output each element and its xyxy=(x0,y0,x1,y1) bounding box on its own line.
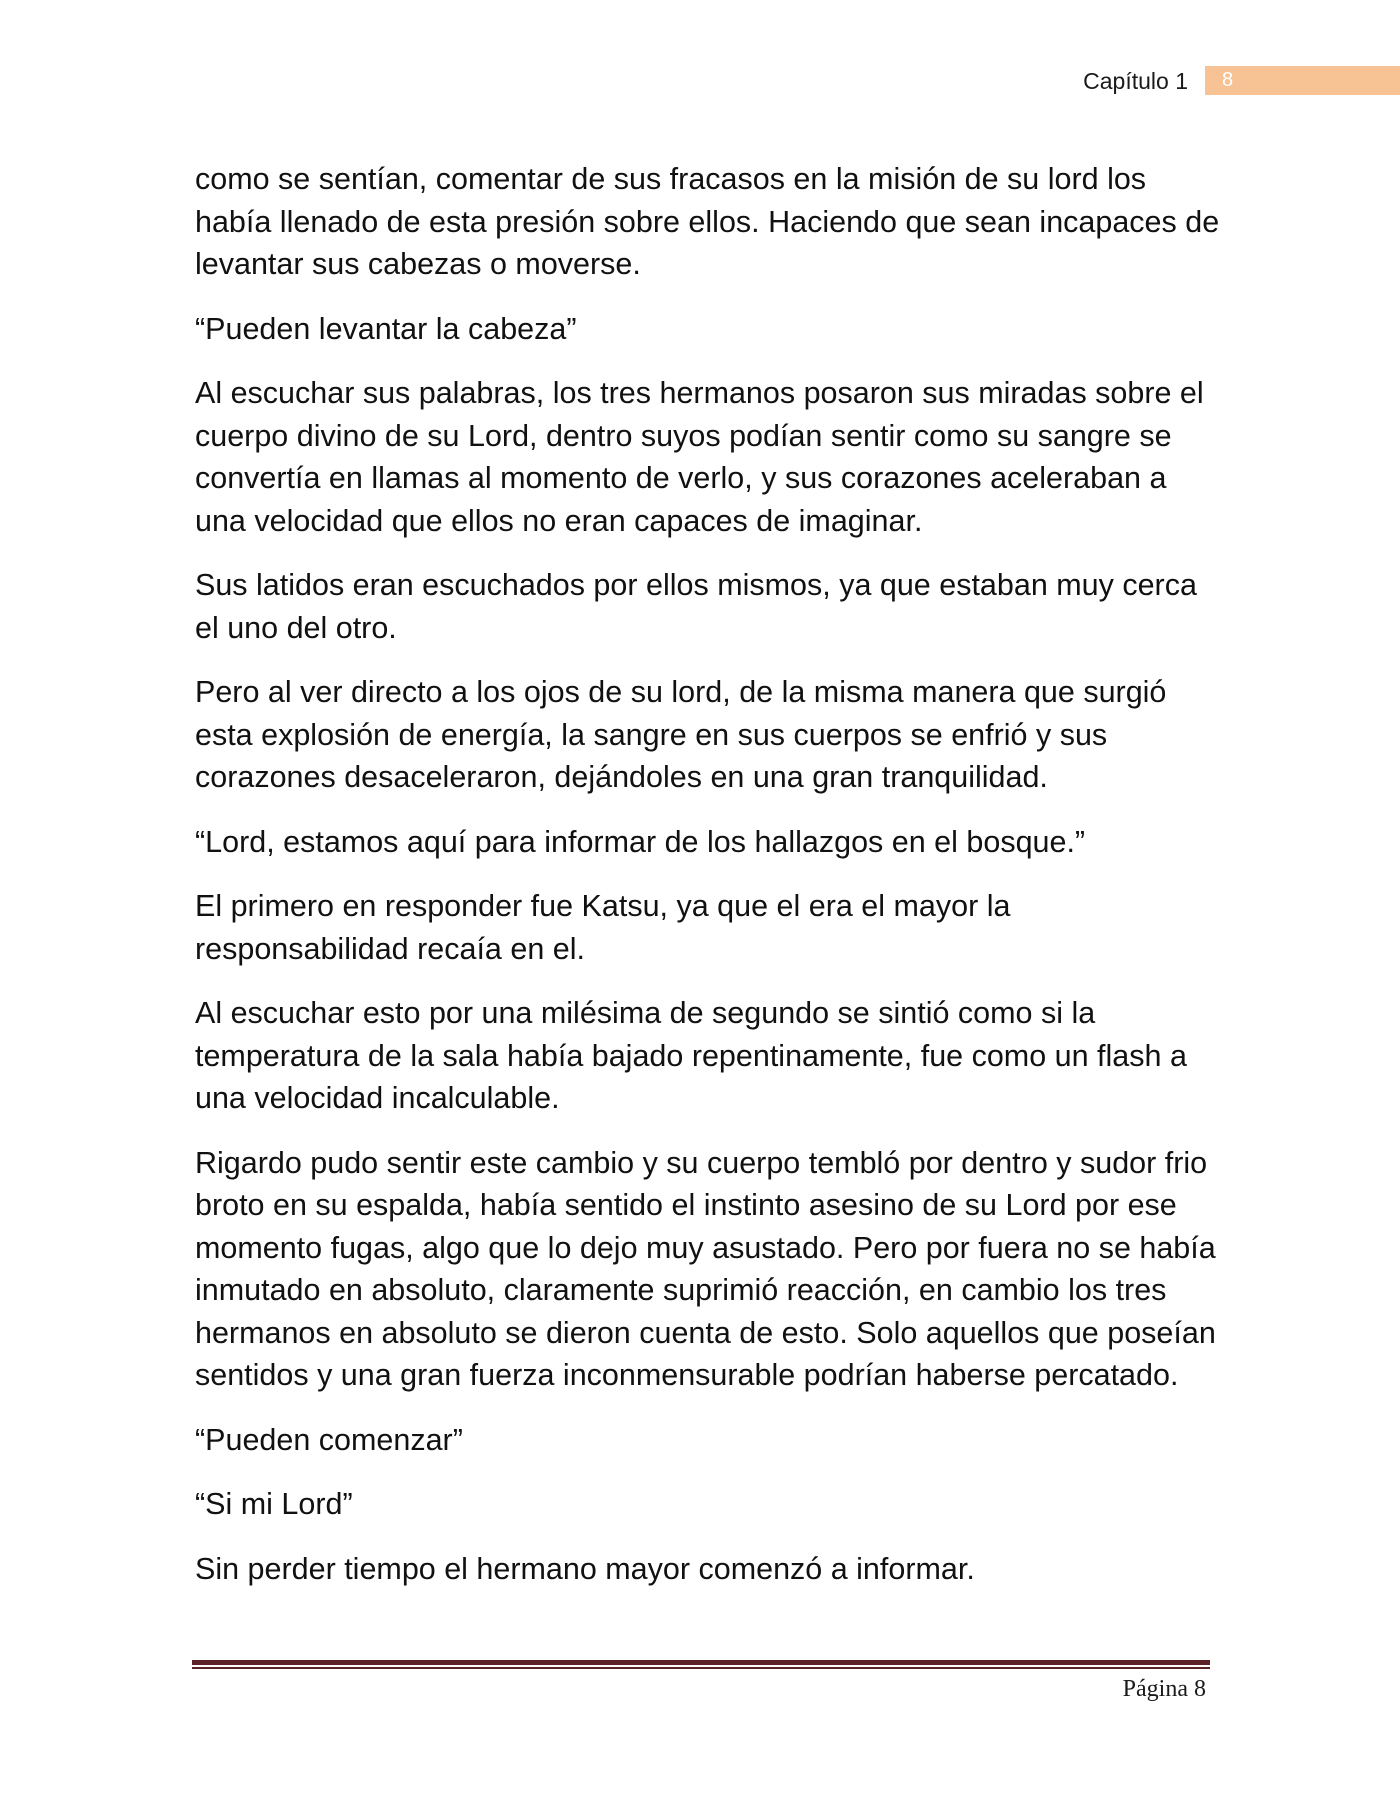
footer-page-label: Página 8 xyxy=(1122,1676,1206,1702)
paragraph: Pero al ver directo a los ojos de su lord, de la misma manera que surgió esta explosión de energía, la sangre en sus cuerpos se enfrió y sus corazones desaceleraron, dejándoles en una gran tranquilidad. xyxy=(195,675,1167,794)
paragraph: Sus latidos eran escuchados por ellos mismos, ya que estaban muy cerca el uno del otro. xyxy=(195,568,1197,645)
paragraph: Rigardo pudo sentir este cambio y su cuerpo tembló por dentro y sudor frio broto en su espalda, había sentido el instinto asesino de su Lord por ese momento fugas, algo que lo dejo muy asustado. Pero por fuera no se había inmutado en absoluto, claramente suprimió reacción, en cambio los tres hermanos en absoluto se dieron cuenta de esto. Solo aquellos que poseían sentidos y una gran fuerza inconmensurable podrían haberse percatado. xyxy=(195,1145,1216,1392)
paragraph: “Pueden comenzar” xyxy=(195,1422,463,1457)
paragraph: Sin perder tiempo el hermano mayor comenzó a informar. xyxy=(195,1551,975,1586)
paragraph: Al escuchar sus palabras, los tres hermanos posaron sus miradas sobre el cuerpo divino de su Lord, dentro suyos podían sentir como su sangre se convertía en llamas al momento de verlo, y sus corazones aceleraban a una velocidad que ellos no eran capaces de imaginar. xyxy=(195,376,1204,538)
paragraph: “Si mi Lord” xyxy=(195,1487,353,1521)
body-text xyxy=(195,158,1225,1612)
paragraph: como se sentían, comentar de sus fracasos en la misión de su lord los había llenado de esta presión sobre ellos. Haciendo que sean incapaces de levantar sus cabezas o moverse. xyxy=(195,162,1220,281)
footer-divider-thick xyxy=(192,1660,1210,1665)
paragraph: “Lord, estamos aquí para informar de los hallazgos en el bosque.” xyxy=(195,824,1086,859)
page-number-badge: 8 xyxy=(1205,66,1400,95)
paragraph: Al escuchar esto por una milésima de segundo se sintió como si la temperatura de la sala había bajado repentinamente, fue como un flash a una velocidad incalculable. xyxy=(195,996,1187,1115)
paragraph: El primero en responder fue Katsu, ya que el era el mayor la responsabilidad recaía en el. xyxy=(195,889,1011,966)
chapter-header: Capítulo 1 xyxy=(1083,68,1188,94)
footer-divider-thin xyxy=(192,1667,1210,1669)
footer-divider xyxy=(192,1660,1210,1669)
paragraph: “Pueden levantar la cabeza” xyxy=(195,311,577,346)
